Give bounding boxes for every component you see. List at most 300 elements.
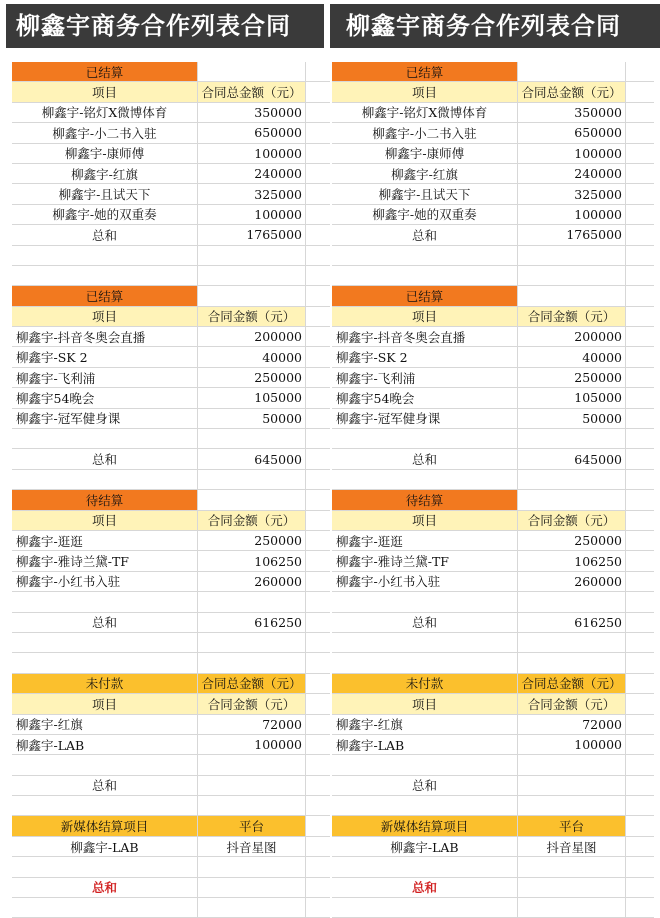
empty-row: [332, 592, 654, 612]
amount-cell: [518, 62, 626, 81]
item-cell: 未付款: [12, 674, 198, 693]
amount-cell: [198, 62, 306, 81]
amount-cell: 616250: [518, 613, 626, 632]
cell: [198, 898, 306, 917]
cell: [306, 388, 330, 407]
cell: [12, 633, 198, 652]
empty-row: [12, 755, 330, 775]
cell: [306, 633, 330, 652]
amount-cell: 350000: [518, 103, 626, 122]
item-cell: 已结算: [12, 286, 198, 305]
table-row: [12, 184, 330, 204]
cell: [332, 898, 518, 917]
cell: [306, 857, 330, 876]
cell: [306, 694, 330, 713]
cell: [306, 878, 330, 897]
section-header: [12, 816, 330, 836]
cell: [626, 613, 654, 632]
cell: [626, 62, 654, 81]
section-header: [332, 62, 654, 82]
cell: [306, 286, 330, 305]
amount-cell: [518, 878, 626, 897]
cell: [306, 735, 330, 754]
item-cell: 已结算: [332, 62, 518, 81]
cell: [198, 246, 306, 265]
table-row: [332, 572, 654, 592]
empty-row: [332, 653, 654, 673]
cell: [518, 755, 626, 774]
cell: [626, 409, 654, 428]
amount-cell: 645000: [518, 449, 626, 468]
amount-cell: 50000: [198, 409, 306, 428]
cell: [626, 551, 654, 570]
amount-cell: 抖音星图: [518, 837, 626, 856]
item-cell: 总和: [332, 878, 518, 897]
amount-cell: 645000: [198, 449, 306, 468]
cell: [626, 103, 654, 122]
cell: [306, 592, 330, 611]
cell: [306, 144, 330, 163]
table-row: [332, 613, 654, 633]
table-row: [12, 715, 330, 735]
item-cell: 总和: [332, 613, 518, 632]
cell: [306, 613, 330, 632]
item-cell: 项目: [12, 511, 198, 530]
amount-cell: 100000: [518, 735, 626, 754]
cell: [626, 878, 654, 897]
cell: [306, 816, 330, 835]
cell: [12, 898, 198, 917]
cell: [626, 776, 654, 795]
empty-row: [332, 266, 654, 286]
item-cell: 项目: [12, 694, 198, 713]
cell: [518, 796, 626, 815]
amount-cell: 105000: [198, 388, 306, 407]
amount-cell: [198, 490, 306, 509]
item-cell: 柳鑫宇-LAB: [12, 837, 198, 856]
sheet-right: [332, 62, 654, 896]
amount-cell: [518, 286, 626, 305]
item-cell: 待结算: [12, 490, 198, 509]
cell: [626, 225, 654, 244]
item-cell: 项目: [12, 307, 198, 326]
table-row: [12, 776, 330, 796]
cell: [198, 429, 306, 448]
section-header: [12, 674, 330, 694]
cell: [306, 755, 330, 774]
amount-cell: 平台: [518, 816, 626, 835]
table-row: [12, 123, 330, 143]
item-cell: 总和: [12, 776, 198, 795]
cell: [306, 164, 330, 183]
item-cell: 柳鑫宇-且试天下: [332, 184, 518, 203]
page-title-duplicate: 柳鑫宇商务合作列表合同: [330, 4, 660, 48]
cell: [332, 796, 518, 815]
table-row: [332, 531, 654, 551]
cell: [332, 755, 518, 774]
table-row: [332, 368, 654, 388]
empty-row: [12, 653, 330, 673]
table-row: [12, 388, 330, 408]
column-header-row: [12, 511, 330, 531]
item-cell: 总和: [332, 225, 518, 244]
table-row: [12, 613, 330, 633]
cell: [306, 572, 330, 591]
cell: [306, 490, 330, 509]
cell: [626, 184, 654, 203]
table-row: [12, 409, 330, 429]
cell: [306, 82, 330, 101]
cell: [518, 633, 626, 652]
cell: [12, 857, 198, 876]
amount-cell: 50000: [518, 409, 626, 428]
item-cell: 新媒体结算项目: [12, 816, 198, 835]
empty-row: [332, 796, 654, 816]
amount-cell: [518, 490, 626, 509]
table-row: [12, 327, 330, 347]
cell: [306, 470, 330, 489]
section-header: [12, 286, 330, 306]
item-cell: 柳鑫宇-LAB: [12, 735, 198, 754]
cell: [332, 592, 518, 611]
cell: [332, 653, 518, 672]
item-cell: 待结算: [332, 490, 518, 509]
amount-cell: 105000: [518, 388, 626, 407]
item-cell: 柳鑫宇-她的双重奏: [332, 205, 518, 224]
amount-cell: 平台: [198, 816, 306, 835]
amount-cell: 抖音星图: [198, 837, 306, 856]
title-bar: [0, 0, 660, 50]
amount-cell: 650000: [518, 123, 626, 142]
item-cell: 柳鑫宇-抖音冬奥会直播: [12, 327, 198, 346]
amount-cell: 200000: [198, 327, 306, 346]
cell: [518, 592, 626, 611]
item-cell: 柳鑫宇-雅诗兰黛-TF: [332, 551, 518, 570]
item-cell: 柳鑫宇-且试天下: [12, 184, 198, 203]
cell: [626, 327, 654, 346]
table-row: [332, 103, 654, 123]
item-cell: 柳鑫宇-LAB: [332, 837, 518, 856]
cell: [626, 286, 654, 305]
amount-cell: 合同总金额（元）: [198, 82, 306, 101]
amount-cell: 合同金额（元）: [518, 511, 626, 530]
cell: [12, 592, 198, 611]
cell: [306, 368, 330, 387]
cell: [626, 123, 654, 142]
cell: [626, 857, 654, 876]
column-header-row: [12, 694, 330, 714]
cell: [12, 653, 198, 672]
amount-cell: 240000: [198, 164, 306, 183]
table-row: [332, 449, 654, 469]
cell: [12, 796, 198, 815]
cell: [626, 449, 654, 468]
cell: [518, 246, 626, 265]
item-cell: 总和: [332, 449, 518, 468]
table-row: [332, 776, 654, 796]
cell: [626, 572, 654, 591]
item-cell: 柳鑫宇-红旗: [332, 164, 518, 183]
amount-cell: 40000: [198, 347, 306, 366]
cell: [626, 368, 654, 387]
cell: [626, 511, 654, 530]
amount-cell: 240000: [518, 164, 626, 183]
item-cell: 项目: [332, 82, 518, 101]
item-cell: 柳鑫宇-小二书入驻: [12, 123, 198, 142]
amount-cell: 合同总金额（元）: [518, 674, 626, 693]
amount-cell: [518, 776, 626, 795]
table-row: [332, 144, 654, 164]
table-row: [12, 572, 330, 592]
amount-cell: 合同金额（元）: [198, 307, 306, 326]
amount-cell: 合同总金额（元）: [518, 82, 626, 101]
section-header: [332, 816, 654, 836]
cell: [306, 307, 330, 326]
cell: [12, 755, 198, 774]
amount-cell: 1765000: [518, 225, 626, 244]
table-row: [12, 225, 330, 245]
total-row: [12, 878, 330, 898]
cell: [306, 551, 330, 570]
section-header: [12, 490, 330, 510]
cell: [626, 144, 654, 163]
column-header-row: [12, 307, 330, 327]
amount-cell: 260000: [518, 572, 626, 591]
item-cell: 总和: [12, 613, 198, 632]
cell: [626, 246, 654, 265]
cell: [332, 633, 518, 652]
cell: [306, 123, 330, 142]
empty-row: [332, 246, 654, 266]
table-row: [12, 205, 330, 225]
cell: [12, 429, 198, 448]
item-cell: 柳鑫宇-飞利浦: [332, 368, 518, 387]
table-row: [332, 409, 654, 429]
item-cell: 柳鑫宇-逛逛: [332, 531, 518, 550]
item-cell: 项目: [332, 694, 518, 713]
table-row: [332, 164, 654, 184]
empty-row: [332, 857, 654, 877]
cell: [198, 266, 306, 285]
table-row: [332, 551, 654, 571]
amount-cell: 325000: [198, 184, 306, 203]
cell: [626, 205, 654, 224]
cell: [626, 715, 654, 734]
item-cell: 已结算: [12, 62, 198, 81]
cell: [626, 531, 654, 550]
amount-cell: 40000: [518, 347, 626, 366]
cell: [306, 266, 330, 285]
table-row: [332, 205, 654, 225]
amount-cell: 100000: [198, 205, 306, 224]
item-cell: 柳鑫宇-逛逛: [12, 531, 198, 550]
item-cell: 柳鑫宇-雅诗兰黛-TF: [12, 551, 198, 570]
cell: [518, 653, 626, 672]
item-cell: 柳鑫宇-铭灯X微博体育: [332, 103, 518, 122]
table-row: [12, 164, 330, 184]
table-row: [332, 715, 654, 735]
section-header: [332, 286, 654, 306]
cell: [306, 103, 330, 122]
amount-cell: 100000: [518, 144, 626, 163]
item-cell: 柳鑫宇-红旗: [12, 715, 198, 734]
item-cell: 总和: [12, 878, 198, 897]
cell: [626, 735, 654, 754]
cell: [518, 266, 626, 285]
empty-row: [12, 246, 330, 266]
table-row: [12, 551, 330, 571]
cell: [626, 429, 654, 448]
cell: [332, 470, 518, 489]
empty-row: [332, 755, 654, 775]
table-row: [332, 327, 654, 347]
cell: [518, 857, 626, 876]
cell: [626, 674, 654, 693]
amount-cell: 合同金额（元）: [518, 307, 626, 326]
cell: [306, 327, 330, 346]
cell: [306, 674, 330, 693]
item-cell: 已结算: [332, 286, 518, 305]
cell: [306, 449, 330, 468]
empty-row: [12, 429, 330, 449]
table-row: [332, 347, 654, 367]
section-header: [332, 674, 654, 694]
cell: [306, 347, 330, 366]
item-cell: 项目: [12, 82, 198, 101]
cell: [626, 470, 654, 489]
amount-cell: [198, 776, 306, 795]
cell: [626, 694, 654, 713]
cell: [626, 592, 654, 611]
amount-cell: 100000: [198, 735, 306, 754]
amount-cell: 250000: [198, 531, 306, 550]
cell: [306, 429, 330, 448]
sheet-grid: [332, 62, 654, 918]
cell: [306, 715, 330, 734]
empty-row: [332, 633, 654, 653]
table-row: [332, 225, 654, 245]
cell: [518, 898, 626, 917]
column-header-row: [332, 82, 654, 102]
amount-cell: 260000: [198, 572, 306, 591]
cell: [626, 816, 654, 835]
cell: [306, 409, 330, 428]
empty-row: [12, 266, 330, 286]
table-row: [332, 837, 654, 857]
item-cell: 未付款: [332, 674, 518, 693]
amount-cell: 250000: [198, 368, 306, 387]
cell: [306, 225, 330, 244]
sheet-grid: [12, 62, 330, 918]
cell: [306, 246, 330, 265]
item-cell: 柳鑫宇-SK 2: [12, 347, 198, 366]
table-row: [332, 388, 654, 408]
cell: [306, 205, 330, 224]
cell: [12, 246, 198, 265]
item-cell: 柳鑫宇-飞利浦: [12, 368, 198, 387]
amount-cell: [198, 286, 306, 305]
cell: [626, 347, 654, 366]
cell: [198, 796, 306, 815]
table-row: [12, 144, 330, 164]
total-row: [332, 878, 654, 898]
cell: [198, 857, 306, 876]
amount-cell: 325000: [518, 184, 626, 203]
cell: [306, 837, 330, 856]
empty-row: [332, 429, 654, 449]
item-cell: 柳鑫宇-LAB: [332, 735, 518, 754]
item-cell: 柳鑫宇-红旗: [12, 164, 198, 183]
table-row: [12, 103, 330, 123]
cell: [306, 653, 330, 672]
cell: [626, 266, 654, 285]
item-cell: 柳鑫宇-她的双重奏: [12, 205, 198, 224]
amount-cell: 616250: [198, 613, 306, 632]
column-header-row: [332, 694, 654, 714]
amount-cell: 合同总金额（元）: [198, 674, 306, 693]
amount-cell: 72000: [198, 715, 306, 734]
page-title: 柳鑫宇商务合作列表合同: [6, 4, 324, 48]
item-cell: 柳鑫宇-抖音冬奥会直播: [332, 327, 518, 346]
cell: [198, 633, 306, 652]
cell: [332, 246, 518, 265]
item-cell: 项目: [332, 307, 518, 326]
amount-cell: 合同金额（元）: [198, 511, 306, 530]
cell: [626, 653, 654, 672]
cell: [626, 837, 654, 856]
table-row: [12, 449, 330, 469]
cell: [306, 531, 330, 550]
item-cell: 柳鑫宇54晚会: [12, 388, 198, 407]
cell: [626, 490, 654, 509]
cell: [518, 429, 626, 448]
item-cell: 柳鑫宇-冠军健身课: [12, 409, 198, 428]
item-cell: 柳鑫宇-SK 2: [332, 347, 518, 366]
amount-cell: 合同金额（元）: [518, 694, 626, 713]
cell: [626, 755, 654, 774]
amount-cell: 合同金额（元）: [198, 694, 306, 713]
table-row: [332, 184, 654, 204]
cell: [198, 592, 306, 611]
amount-cell: 100000: [198, 144, 306, 163]
amount-cell: 106250: [518, 551, 626, 570]
cell: [12, 266, 198, 285]
amount-cell: 350000: [198, 103, 306, 122]
table-row: [332, 123, 654, 143]
section-header: [332, 490, 654, 510]
amount-cell: 72000: [518, 715, 626, 734]
item-cell: 总和: [332, 776, 518, 795]
amount-cell: 200000: [518, 327, 626, 346]
item-cell: 总和: [12, 225, 198, 244]
item-cell: 项目: [332, 511, 518, 530]
table-row: [12, 347, 330, 367]
cell: [626, 82, 654, 101]
cell: [626, 388, 654, 407]
empty-row: [332, 470, 654, 490]
cell: [306, 796, 330, 815]
item-cell: 总和: [12, 449, 198, 468]
item-cell: 柳鑫宇-铭灯X微博体育: [12, 103, 198, 122]
item-cell: 柳鑫宇-小红书入驻: [12, 572, 198, 591]
empty-row: [12, 633, 330, 653]
table-row: [332, 735, 654, 755]
cell: [626, 796, 654, 815]
table-row: [12, 368, 330, 388]
amount-cell: 1765000: [198, 225, 306, 244]
cell: [306, 184, 330, 203]
cell: [198, 653, 306, 672]
